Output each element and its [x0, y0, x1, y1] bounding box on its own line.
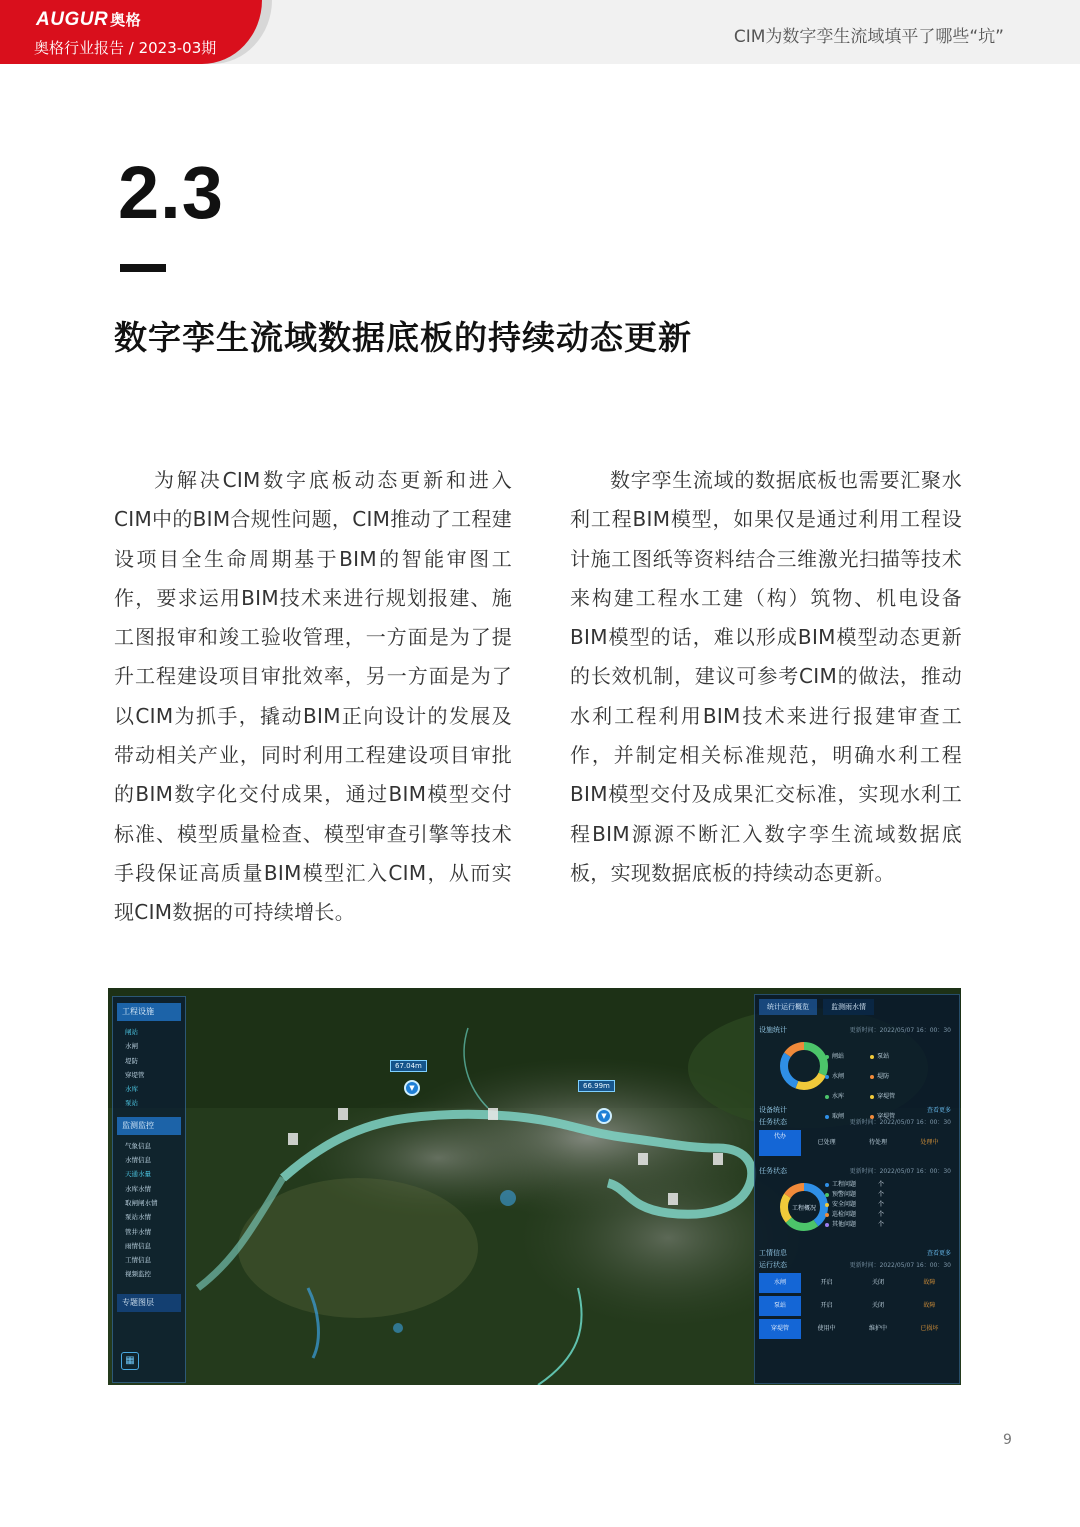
legend-item: 穿堤管 — [870, 1090, 910, 1103]
layer-group-engineering[interactable]: 工程设施 — [117, 1003, 181, 1021]
task-status-label: 任务状态 — [759, 1118, 787, 1126]
report-issue: 奥格行业报告 / 2023-03期 — [34, 39, 217, 57]
run-status-title — [759, 1260, 955, 1270]
tab-rain-monitor[interactable]: 监测雨水情 — [823, 999, 874, 1015]
layer-group-thematic[interactable]: 专题图层 — [117, 1294, 181, 1312]
run-cell: 使用中 — [817, 1325, 836, 1332]
task-donut-block — [759, 1178, 955, 1238]
section-divider — [120, 264, 166, 272]
brand-logo-en: AUGUR — [36, 9, 109, 30]
work-section-label: 工情信息 — [759, 1249, 787, 1257]
task-pending[interactable]: 待处理 — [868, 1139, 887, 1146]
legend-item: 工程问题 个 — [825, 1180, 955, 1190]
device-section-title — [759, 1105, 955, 1115]
task-done[interactable]: 已处理 — [817, 1139, 836, 1146]
layer-item[interactable]: 水库水情 — [125, 1184, 151, 1193]
body-paragraph-left: 为解决CIM数字底板动态更新和进入CIM中的BIM合规性问题，CIM推动了工程建设项目全生命周期基于BIM的智能审图工作，要求运用BIM技术来进行规划报建、施工图报审和竣工验收管理，一方面是为了提升工程建设项目审批效率，另一方面是为了以CIM为抓手，撬动BIM正向设计的发展及带动相关产业，同时利用工程建设项目审批的BIM数字化交付成果，通过BIM模型交付标准、模型质量检查、模型审查引擎等技术手段保证高质量BIM模型汇入CIM，从而实现CIM数据的可持续增长。 — [114, 468, 513, 925]
page-number: 9 — [1003, 1432, 1012, 1448]
task-status-title — [759, 1117, 955, 1127]
section-number: 2.3 — [118, 151, 224, 234]
layer-item[interactable]: 泵站 — [125, 1099, 138, 1108]
dashboard-figure — [108, 988, 961, 1385]
equip-section-label: 设施统计 — [759, 1026, 787, 1034]
legend-item: 巡检问题 个 — [825, 1210, 955, 1220]
update-time: 更新时间：2022/05/07 16：00：30 — [849, 1262, 951, 1269]
run-cell: 故障 — [923, 1302, 936, 1309]
brand-logo-cn: 奥格 — [110, 12, 142, 29]
run-cell: 已损坏 — [920, 1325, 939, 1332]
legend-item: 其他问题 个 — [825, 1220, 955, 1230]
run-main-button[interactable]: 泵站 — [759, 1296, 801, 1316]
legend-item: 安全问题 个 — [825, 1200, 955, 1210]
view-more-link[interactable]: 查看更多 — [926, 1250, 951, 1257]
layer-item[interactable]: 水闸 — [125, 1042, 138, 1051]
page-header — [0, 0, 1080, 64]
layer-item[interactable]: 雨情信息 — [125, 1241, 151, 1250]
section-title: 数字孪生流域数据底板的持续动态更新 — [114, 318, 692, 357]
right-stats-panel — [754, 994, 960, 1384]
location-pin-icon[interactable]: ▼ — [596, 1108, 612, 1124]
donut-center-label: 工程概况 — [791, 1205, 817, 1212]
layer-item[interactable]: 视频监控 — [125, 1270, 151, 1279]
run-status-label: 运行状态 — [759, 1261, 787, 1269]
run-cell: 维护中 — [868, 1325, 887, 1332]
run-cell: 故障 — [923, 1279, 936, 1286]
task-status-row — [759, 1130, 955, 1156]
body-paragraph-right: 数字孪生流域的数据底板也需要汇聚水利工程BIM模型，如果仅是通过利用工程设计施工图纸等资料结合三维激光扫描等技术来构建工程水工建（构）筑物、机电设备BIM模型的话，难以形成BIM模型动态更新的长效机制，建议可参考CIM的做法，推动水利工程利用BIM技术来进行报建审查工作，并制定相关标准规范，明确水利工程BIM模型交付及成果汇交标准，实现水利工程BIM源源不断汇入数字孪生流域数据底板，实现数据底板的持续动态更新。 — [570, 468, 962, 885]
layer-item[interactable]: 泵站水情 — [125, 1213, 151, 1222]
run-row-pump — [759, 1296, 955, 1316]
layer-item[interactable]: 穿堤管 — [125, 1070, 145, 1079]
layer-item[interactable]: 天通水量 — [125, 1170, 151, 1179]
layer-item[interactable]: 管井水情 — [125, 1227, 151, 1236]
run-row-sluice — [759, 1273, 955, 1293]
task-section-label: 任务状态 — [759, 1167, 787, 1175]
run-cell: 关闭 — [871, 1302, 884, 1309]
task-todo-label: 代办 — [773, 1133, 786, 1140]
grid-menu-icon[interactable]: ▦ — [121, 1352, 139, 1370]
run-main-button[interactable]: 穿堤管 — [759, 1319, 801, 1339]
work-section-title — [759, 1248, 955, 1258]
tab-overview[interactable]: 统计运行概览 — [759, 999, 817, 1015]
legend-item: 泵站 — [870, 1050, 910, 1063]
header-title: CIM为数字孪生流域填平了哪些“坑” — [733, 27, 1004, 47]
layer-item[interactable]: 堤防 — [125, 1056, 138, 1065]
layer-item[interactable]: 气象信息 — [125, 1141, 151, 1150]
location-pin-icon[interactable]: ▼ — [404, 1080, 420, 1096]
legend-item: 闸站 — [825, 1050, 865, 1063]
legend-item: 穿堤管 — [870, 1110, 910, 1123]
legend-item: 水闸 — [825, 1070, 865, 1083]
run-row-pipe — [759, 1319, 955, 1339]
layer-group-monitoring[interactable]: 监测监控 — [117, 1117, 181, 1135]
legend-item: 取闸 — [825, 1110, 865, 1123]
layer-item[interactable]: 闸站 — [125, 1028, 138, 1036]
run-cell: 开启 — [820, 1279, 833, 1286]
run-main-button[interactable]: 水闸 — [759, 1273, 801, 1293]
update-time: 更新时间：2022/05/07 16：00：30 — [849, 1027, 951, 1034]
task-legend — [825, 1180, 955, 1230]
left-layer-panel — [112, 996, 186, 1383]
view-more-link[interactable]: 查看更多 — [926, 1107, 951, 1114]
device-section-label: 设备统计 — [759, 1106, 787, 1114]
layer-item[interactable]: 水情信息 — [125, 1156, 151, 1165]
stats-tabs — [759, 999, 959, 1015]
equip-section-title — [759, 1025, 955, 1035]
run-cell: 开启 — [820, 1302, 833, 1309]
layer-item[interactable]: 取闸闸水情 — [125, 1198, 158, 1207]
water-level-marker[interactable]: 66.99m — [578, 1080, 615, 1092]
task-section-title — [759, 1166, 955, 1176]
layer-item[interactable]: 水库 — [125, 1085, 138, 1094]
task-in-progress[interactable]: 处理中 — [920, 1139, 939, 1146]
water-level-marker[interactable]: 67.04m — [390, 1060, 427, 1072]
legend-item: 堤防 — [870, 1070, 910, 1083]
legend-item: 水库 — [825, 1090, 865, 1103]
task-todo-button[interactable] — [759, 1130, 801, 1156]
brand-logo — [36, 9, 141, 31]
update-time: 更新时间：2022/05/07 16：00：30 — [849, 1119, 951, 1126]
update-time: 更新时间：2022/05/07 16：00：30 — [849, 1168, 951, 1175]
layer-item[interactable]: 工情信息 — [125, 1256, 151, 1265]
legend-item: 预警问题 个 — [825, 1190, 955, 1200]
run-cell: 关闭 — [871, 1279, 884, 1286]
